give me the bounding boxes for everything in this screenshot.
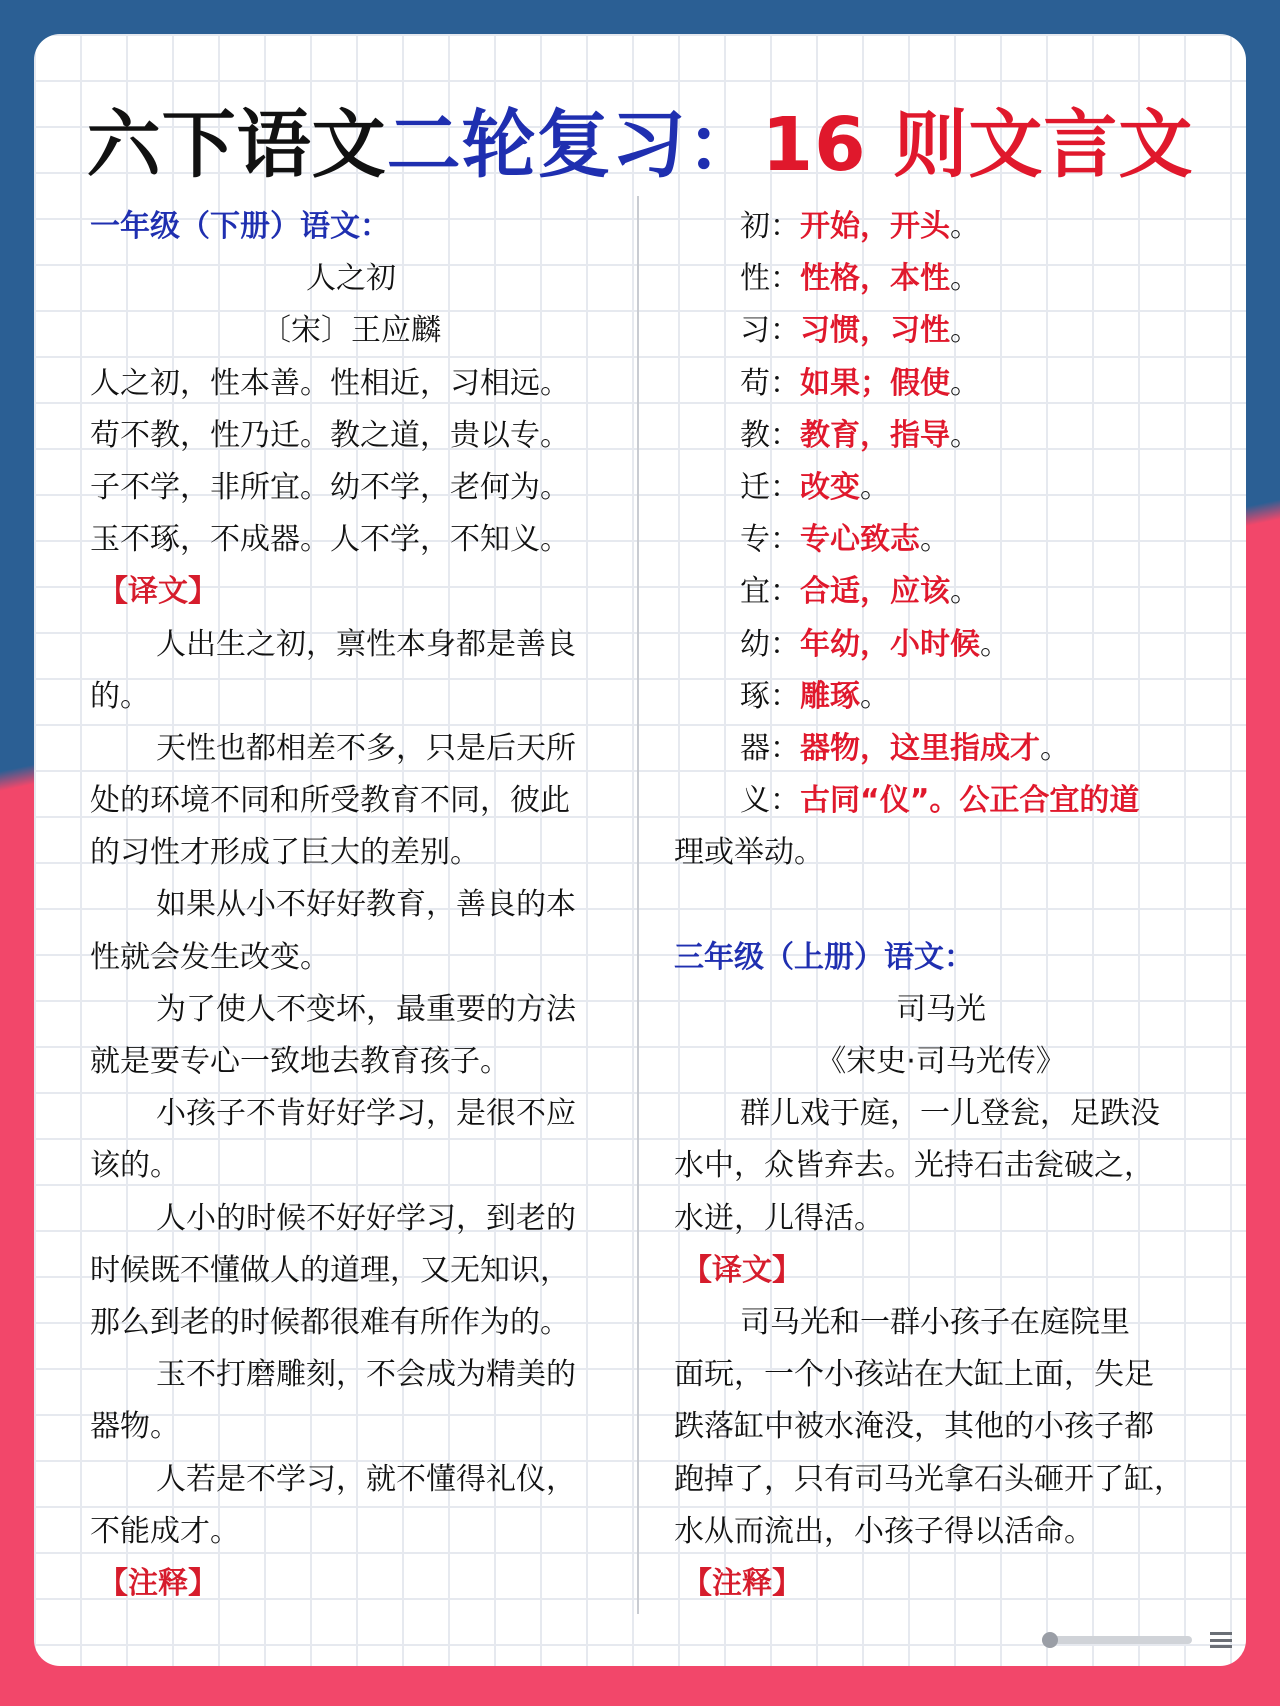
gloss-item [674,410,1208,462]
story-line: 水中，众皆弃去。光持石击瓮破之， [674,1148,1154,1184]
gloss-meaning: 专心致志 [800,522,920,558]
gloss-term: 教： [740,417,800,453]
gloss-meaning: 开始，开头 [800,209,950,244]
gloss-term: 义： [740,783,800,819]
gloss-item [674,566,1208,618]
translation-heading: 【译文】 [682,1252,802,1288]
poem-line: 玉不琢，不成器。人不学，不知义。 [90,522,570,558]
gloss-item [674,514,1208,566]
left-column [90,201,612,1610]
grade3-section-heading: 三年级（上册）语文： [674,939,974,975]
gloss-term: 琢： [740,678,800,714]
gloss-term: 初： [740,209,800,244]
gloss-end: 。 [920,522,950,558]
menu-icon[interactable] [1210,1632,1232,1648]
gloss-end: 。 [950,365,980,401]
translation-line: 小孩子不肯好好学习，是很不应 [156,1096,576,1132]
gloss-term: 专： [740,522,800,558]
title-part-1: 六下语文 [86,102,387,188]
gloss-meaning: 古同“仪”。公正合宜的道 [800,783,1140,819]
translation-line: 天性也都相差不多，只是后天所 [156,730,576,766]
story-line: 群儿戏于庭，一儿登瓮，足跌没 [740,1096,1160,1132]
translation-line: 处的环境不同和所受教育不同，彼此 [90,783,570,819]
gloss-meaning: 如果；假使 [800,365,950,401]
poem-line: 人之初，性本善。性相近，习相远。 [90,365,570,401]
gloss-item [674,723,1208,775]
gloss-item [674,462,1208,514]
notes-heading: 【注释】 [682,1565,802,1601]
gloss-end: 。 [860,469,890,505]
gloss-end: 。 [950,313,980,349]
translation-line: 器物。 [90,1409,180,1445]
translation-line: 就是要专心一致地去教育孩子。 [90,1044,510,1079]
right-column [674,201,1208,1610]
gloss-item [674,358,1208,410]
gloss-item [674,619,1208,671]
gloss-item [674,671,1208,723]
gloss-meaning: 改变 [800,469,860,505]
gloss-meaning: 合适，应该 [800,574,950,610]
gloss-end: 。 [1040,730,1070,766]
title-part-2: 二轮复习： [386,102,762,188]
grade1-section-heading: 一年级（下册）语文： [90,209,390,244]
translation-line: 那么到老的时候都很难有所作为的。 [90,1304,570,1340]
gloss-item [674,253,1208,305]
gloss-continuation: 理或举动。 [674,835,824,871]
column-divider [637,196,639,1614]
gloss-end: 。 [950,261,980,297]
title-part-3: 16 则文言文 [761,102,1194,188]
gloss-term: 宜： [740,574,800,610]
poem-line: 子不学，非所宜。幼不学，老何为。 [90,469,570,505]
translation-line: 司马光和一群小孩子在庭院里 [740,1304,1130,1340]
translation-line: 跑掉了，只有司马光拿石头砸开了缸， [674,1461,1184,1497]
translation-line: 如果从小不好好教育，善良的本 [156,887,576,923]
gloss-term: 迁： [740,469,800,505]
translation-line: 人若是不学习，就不懂得礼仪， [156,1461,576,1497]
gloss-term: 器： [740,730,800,766]
story-source: 《宋史·司马光传》 [816,1044,1066,1079]
gloss-term: 苟： [740,365,800,401]
translation-line: 该的。 [90,1148,180,1184]
gloss-end: 。 [950,574,980,610]
translation-line: 面玩，一个小孩站在大缸上面，失足 [674,1357,1154,1393]
gloss-end: 。 [860,678,890,714]
translation-line: 水从而流出，小孩子得以活命。 [674,1513,1094,1549]
poem-line: 苟不教，性乃迁。教之道，贵以专。 [90,417,570,453]
gloss-end: 。 [950,417,980,453]
translation-line: 的。 [90,678,150,714]
image-viewer-scrollbar[interactable] [1042,1630,1232,1650]
translation-line: 为了使人不变坏，最重要的方法 [156,991,576,1027]
translation-heading: 【译文】 [98,574,218,610]
gloss-term: 习： [740,313,800,349]
scroll-thumb[interactable] [1042,1632,1058,1648]
spacer [674,879,1208,931]
scroll-track[interactable] [1042,1636,1192,1644]
gloss-end: 。 [950,209,980,244]
translation-line: 人小的时候不好好学习，到老的 [156,1200,576,1236]
translation-line: 跌落缸中被水淹没，其他的小孩子都 [674,1409,1154,1445]
translation-line: 人出生之初，禀性本身都是善良 [156,626,576,662]
translation-line: 的习性才形成了巨大的差别。 [90,835,480,871]
gloss-meaning: 性格，本性 [800,261,950,297]
gloss-item [674,201,1208,253]
notes-heading: 【注释】 [98,1565,218,1601]
poem-author: 〔宋〕王应麟 [261,313,441,349]
story-title: 司马光 [896,991,986,1027]
gloss-item [674,305,1208,357]
story-line: 水迸，儿得活。 [674,1200,884,1236]
translation-line: 不能成才。 [90,1513,240,1549]
gloss-term: 性： [740,261,800,297]
gloss-term: 幼： [740,626,800,662]
gloss-meaning: 年幼，小时候 [800,626,980,662]
gloss-end: 。 [980,626,1010,662]
poem-title: 人之初 [306,261,396,297]
page-title [0,100,1280,190]
gloss-meaning: 教育，指导 [800,417,950,453]
translation-line: 时候既不懂做人的道理，又无知识， [90,1252,570,1288]
gloss-item [674,775,1208,827]
gloss-meaning: 习惯，习性 [800,313,950,349]
gloss-meaning: 器物，这里指成才 [800,730,1040,766]
translation-line: 性就会发生改变。 [90,939,330,975]
gloss-meaning: 雕琢 [800,678,860,714]
translation-line: 玉不打磨雕刻，不会成为精美的 [156,1357,576,1393]
